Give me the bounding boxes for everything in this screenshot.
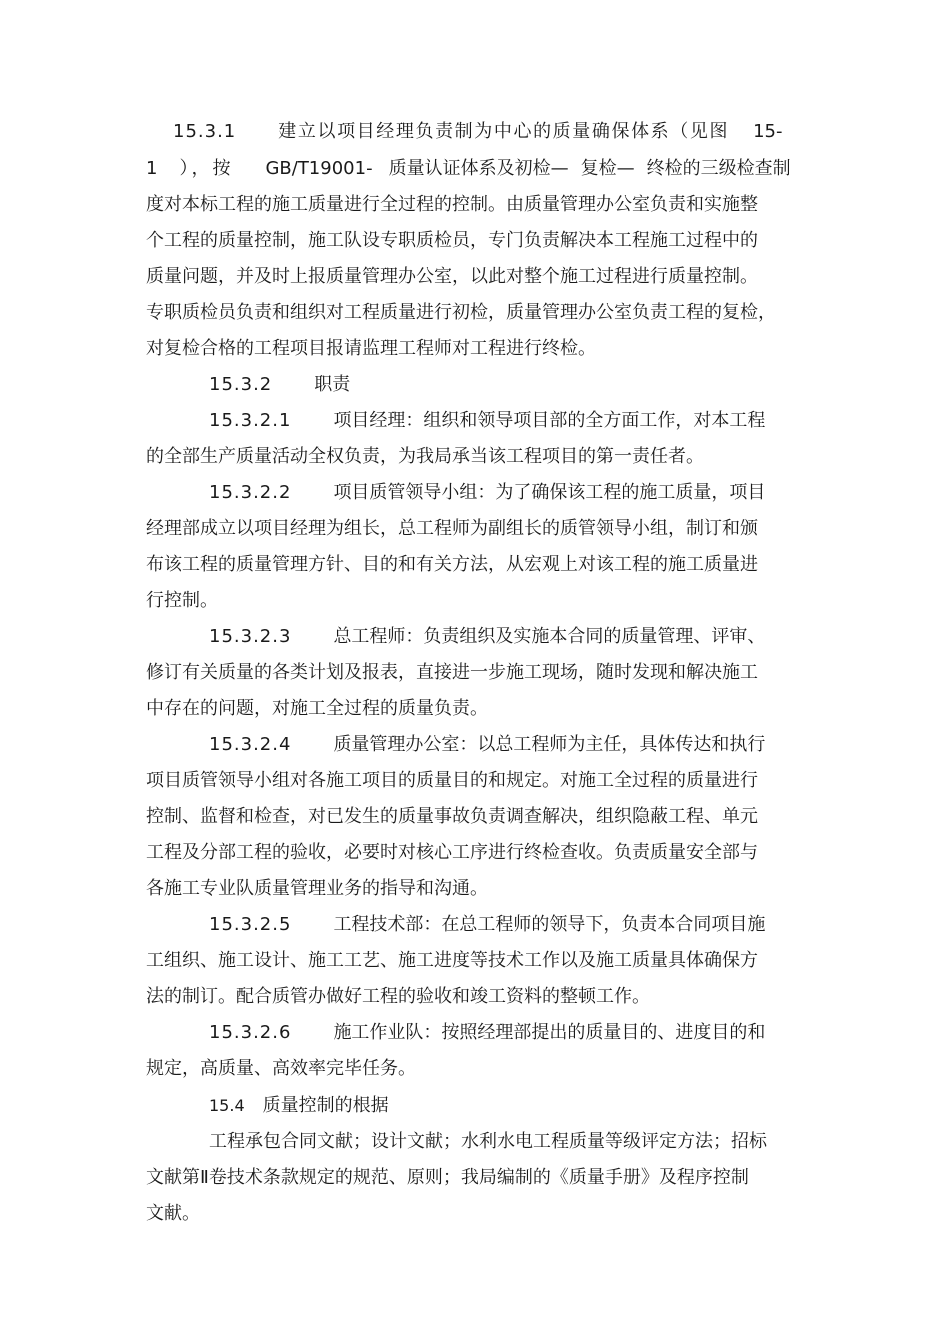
paragraph-line: 工程及分部工程的验收，必要时对核心工序进行终检查收。负责质量安全部与 [146, 842, 758, 863]
section-number: 15.3.1 [173, 121, 237, 142]
section-15-3-2-1-first-line [209, 409, 765, 433]
section-number: 15.3.2.4 [209, 734, 292, 755]
section-number: 15.3.2.5 [209, 914, 292, 935]
paragraph-line: 各施工专业队质量管理业务的指导和沟通。 [146, 878, 488, 899]
section-number: 15.4 [209, 1096, 245, 1115]
paragraph-line: 规定，高质量、高效率完毕任务。 [146, 1058, 416, 1079]
paragraph-line: 经理部成立以项目经理为组长，总工程师为副组长的质管领导小组，制订和颁 [146, 518, 758, 539]
paragraph-text: ），按 [179, 158, 234, 179]
section-number: 15.3.2.6 [209, 1022, 292, 1043]
paragraph-line: 文献第Ⅱ卷技术条款规定的规范、原则；我局编制的《质量手册》及程序控制 [146, 1167, 749, 1188]
section-15-4-heading [209, 1094, 389, 1118]
paragraph-line: 对复检合格的工程项目报请监理工程师对工程进行终检。 [146, 338, 596, 359]
paragraph-line: 个工程的质量控制，施工队设专职质检员，专门负责解决本工程施工过程中的 [146, 230, 758, 251]
figure-ref: 15- [753, 121, 783, 142]
paragraph-line: 中存在的问题，对施工全过程的质量负责。 [146, 698, 488, 719]
paragraph-line: 修订有关质量的各类计划及报表，直接进一步施工现场，随时发现和解决施工 [146, 662, 758, 683]
section-title: 质量控制的根据 [262, 1095, 389, 1116]
paragraph-text: 工程技术部：在总工程师的领导下，负责本合同项目施 [333, 914, 766, 935]
section-15-3-1-second-line [146, 157, 791, 181]
section-15-3-2-2-first-line [209, 481, 765, 505]
paragraph-text: 总工程师：负责组织及实施本合同的质量管理、评审、 [333, 626, 766, 647]
section-number: 15.3.2.1 [209, 410, 292, 431]
section-15-3-2-5-first-line [209, 913, 765, 937]
section-15-3-2-4-first-line [209, 733, 765, 757]
section-15-3-2-6-first-line [209, 1021, 765, 1045]
paragraph-text: 质量认证体系及初检— [388, 158, 569, 179]
section-15-3-2-3-first-line [209, 625, 765, 649]
figure-ref-cont: 1 [146, 158, 158, 179]
paragraph-line: 布该工程的质量管理方针、目的和有关方法，从宏观上对该工程的施工质量进 [146, 554, 758, 575]
paragraph-text: 质量管理办公室：以总工程师为主任，具体传达和执行 [333, 734, 766, 755]
section-number: 15.3.2.3 [209, 626, 292, 647]
paragraph-text: 建立以项目经理负责制为中心的质量确保体系（见图 [278, 121, 730, 142]
paragraph-text: 项目质管领导小组：为了确保该工程的施工质量，项目 [333, 482, 766, 503]
paragraph-text: 终检的三级检查制 [646, 158, 791, 179]
section-number: 15.3.2.2 [209, 482, 292, 503]
paragraph-line: 度对本标工程的施工质量进行全过程的控制。由质量管理办公室负责和实施整 [146, 194, 758, 215]
paragraph-text: 项目经理：组织和领导项目部的全方面工作，对本工程 [333, 410, 766, 431]
paragraph-text: 施工作业队：按照经理部提出的质量目的、进度目的和 [333, 1022, 766, 1043]
section-15-3-1-first-line [173, 120, 782, 144]
paragraph-line: 项目质管领导小组对各施工项目的质量目的和规定。对施工全过程的质量进行 [146, 770, 758, 791]
paragraph-line: 专职质检员负责和组织对工程质量进行初检，质量管理办公室负责工程的复检， [146, 302, 776, 323]
paragraph-line: 质量问题，并及时上报质量管理办公室，以此对整个施工过程进行质量控制。 [146, 266, 758, 287]
paragraph-line: 工组织、施工设计、施工工艺、施工进度等技术工作以及施工质量具体确保方 [146, 950, 758, 971]
paragraph-line: 文献。 [146, 1203, 200, 1224]
paragraph-line: 法的制订。配合质管办做好工程的验收和竣工资料的整顿工作。 [146, 986, 650, 1007]
section-title: 职责 [314, 374, 351, 395]
paragraph-line: 工程承包合同文献；设计文献；水利水电工程质量等级评定方法；招标 [209, 1131, 767, 1152]
section-15-3-2-heading [209, 373, 350, 397]
paragraph-line: 行控制。 [146, 590, 218, 611]
section-number: 15.3.2 [209, 374, 273, 395]
paragraph-text: 复检— [580, 158, 635, 179]
paragraph-line: 控制、监督和检查，对已发生的质量事故负责调查解决，组织隐蔽工程、单元 [146, 806, 758, 827]
paragraph-line: 的全部生产质量活动全权负责，为我局承当该工程项目的第一责任者。 [146, 446, 704, 467]
standard-code: GB/T19001- [265, 158, 373, 179]
